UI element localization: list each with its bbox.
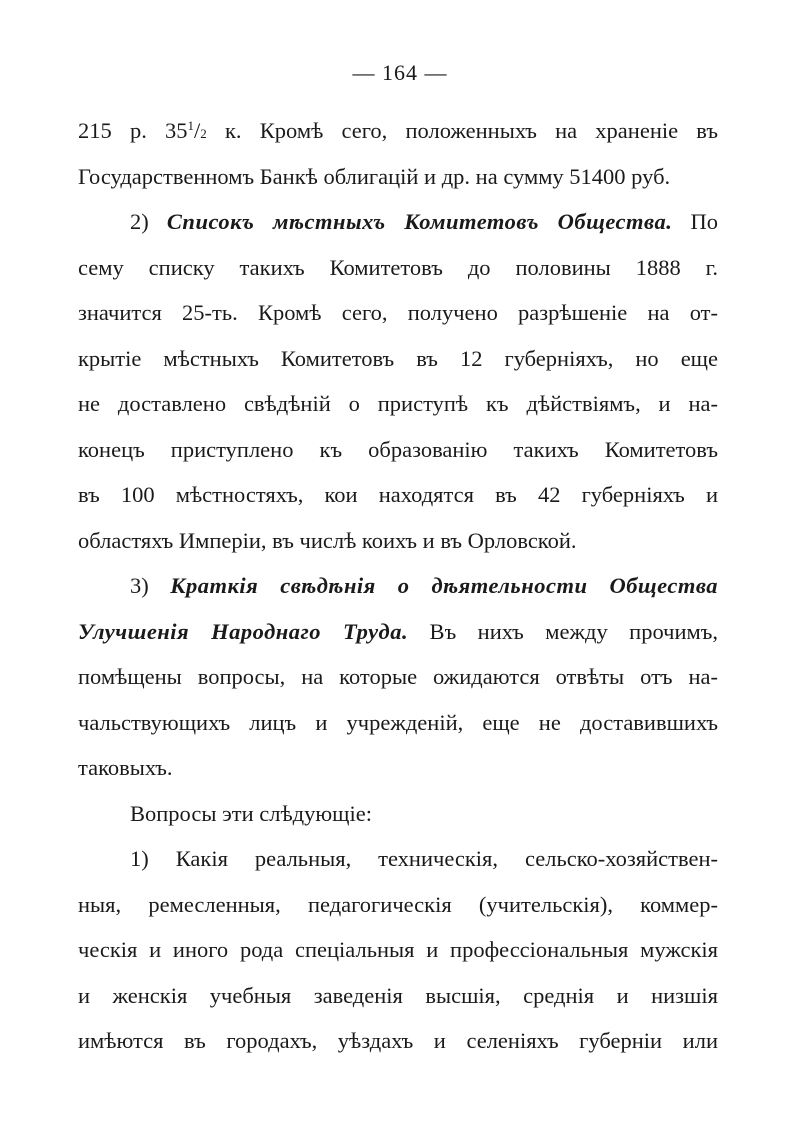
text-line: областяхъ Имперіи, въ числѣ коихъ и въ Орловской.	[78, 527, 577, 553]
text-line	[78, 108, 718, 154]
text-fragment: к. Кромѣ сего, положенныхъ на храненіе въ	[206, 118, 718, 143]
text-line: конецъ приступлено къ образованію такихъ Комитетовъ	[78, 436, 718, 462]
text-line	[78, 609, 718, 655]
text-line: крытіе мѣстныхъ Комитетовъ въ 12 губерніяхъ, но еще	[78, 345, 718, 371]
text-line: Государственномъ Банкѣ облигацій и др. на сумму 51400 руб.	[78, 163, 671, 189]
text-line: значится 25-ть. Кромѣ сего, получено разрѣшеніе на от-	[78, 300, 718, 325]
text-line	[78, 199, 718, 245]
fraction-denominator: 2	[200, 126, 207, 141]
text-line: въ 100 мѣстностяхъ, кои находятся въ 42 губерніяхъ и	[78, 482, 718, 507]
text-line: чальствующихъ лицъ и учрежденій, еще не доставившихъ	[78, 709, 718, 735]
page-body	[78, 108, 718, 1064]
text-line: имѣются въ городахъ, уѣздахъ и селеніяхъ губерніи или	[78, 1028, 718, 1053]
section-heading: Списокъ мѣстныхъ Комитетовъ Общества.	[166, 209, 673, 234]
text-line: помѣщены вопросы, на которые ожидаются отвѣты отъ на-	[78, 664, 718, 689]
text-line: и женскія учебныя заведенія высшія, среднія и низшія	[78, 982, 718, 1008]
text-line	[78, 563, 718, 609]
section-heading: Краткія свѣдѣнія о дѣятельности Общества	[170, 573, 718, 598]
text-line: не доставлено свѣдѣній о приступѣ къ дѣйствіямъ, и на-	[78, 391, 718, 416]
text-fragment: 215 р. 35	[78, 118, 188, 143]
text-fragment: По	[672, 209, 718, 234]
text-line: таковыхъ.	[78, 755, 173, 780]
fraction-numerator: 1	[187, 118, 195, 133]
text-line: 1) Какія реальныя, техническія, сельско-хозяйствен-	[130, 846, 718, 871]
page-number: — 164 —	[352, 60, 448, 85]
text-fragment: Въ нихъ между прочимъ,	[408, 618, 718, 644]
section-heading: Улучшенія Народнаго Труда.	[78, 618, 409, 644]
text-line: ныя, ремесленныя, педагогическія (учительскія), коммер-	[78, 891, 718, 917]
text-line: Вопросы эти слѣдующіе:	[130, 800, 372, 826]
item-number: 3)	[130, 573, 171, 598]
fraction-slash: /	[194, 118, 201, 143]
text-line: сему списку такихъ Комитетовъ до половины 1888 г.	[78, 254, 718, 280]
item-number: 2)	[130, 209, 167, 234]
text-line: ческія и иного рода спеціальныя и профессіональныя мужскія	[78, 937, 718, 962]
